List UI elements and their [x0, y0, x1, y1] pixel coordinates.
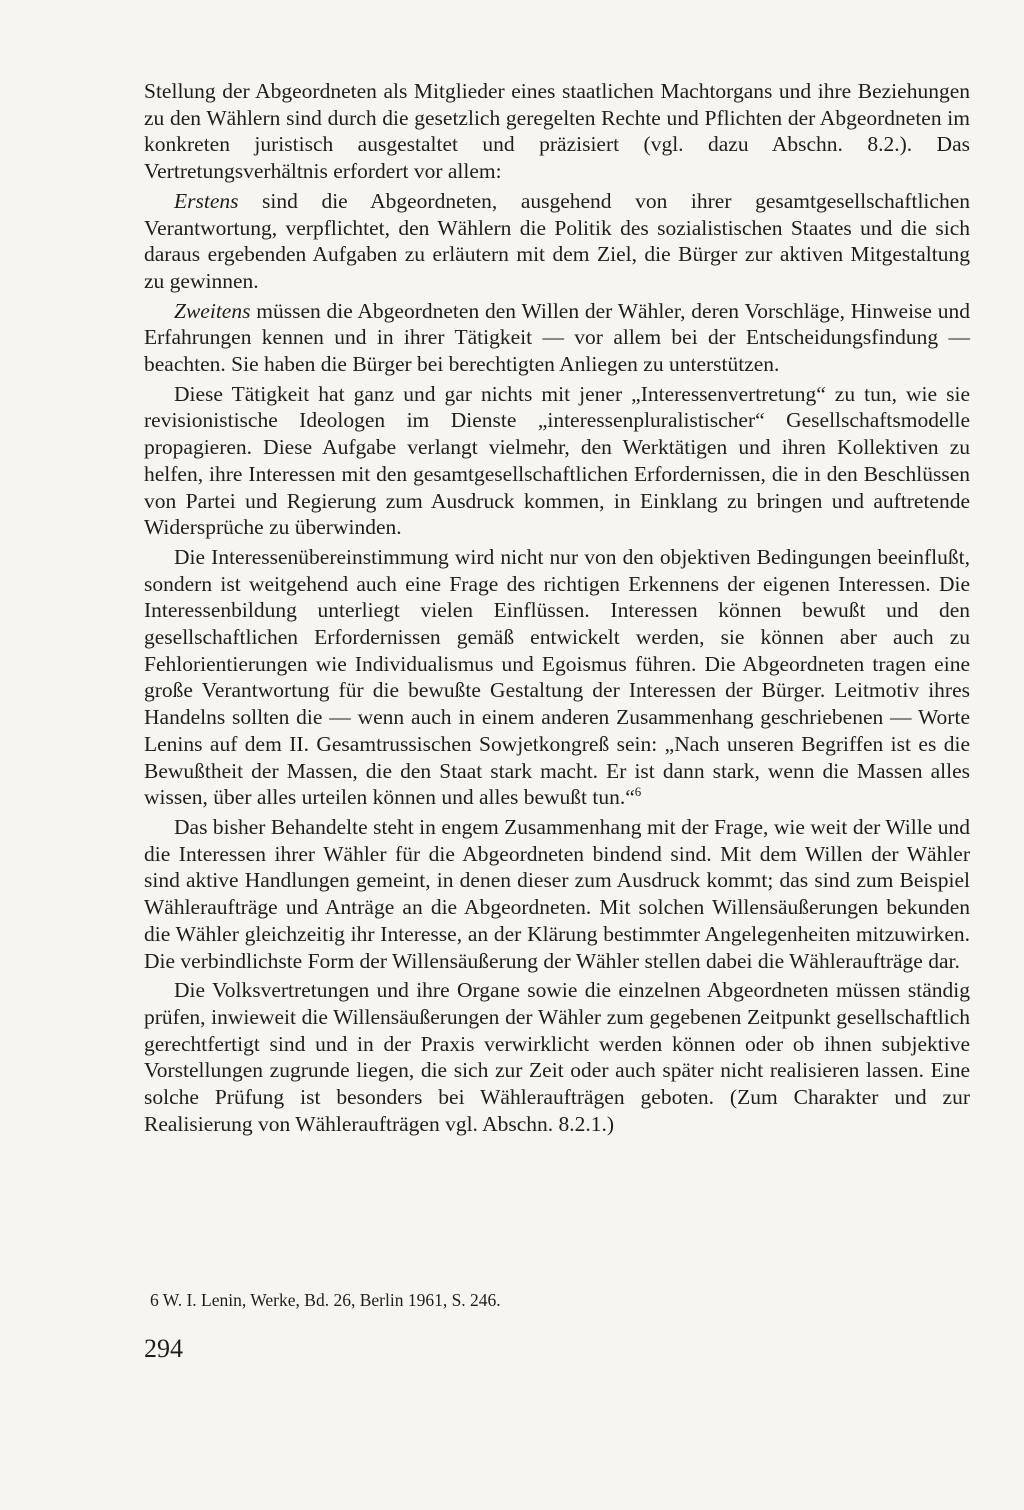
paragraph-3-lead: Zweitens — [174, 298, 251, 323]
footnote-reference[interactable]: 6 — [634, 785, 642, 800]
paragraph-2-lead: Erstens — [174, 188, 239, 213]
paragraph-1 — [144, 78, 970, 185]
paragraph-4-text: Diese Tätigkeit hat ganz und gar nichts mit jener „Interessenvertretung“ zu tun, wie sie revisionistische Ideologen im Dienste „interessenpluralistischer“ Gesellschaftsmodelle propagieren. Diese Aufgabe verlangt vielmehr, den Werktätigen und ihren Kollektiven zu helfen, ihre Interessen mit den gesamtgesellschaftlichen Erfordernissen, die in den Beschlüssen von Partei und Regierung zum Ausdruck kommen, in Einklang zu bringen und auftretende Widersprüche zu überwinden. — [144, 381, 970, 540]
paragraph-2-text: sind die Abgeordneten, ausgehend von ihrer gesamtgesellschaftlichen Verantwortung, verpflichtet, den Wählern die Politik des sozialistischen Staates und die sich daraus ergebenden Aufgaben zu erläutern mit dem Ziel, die Bürger zur aktiven Mitgestaltung zu gewinnen. — [144, 188, 970, 293]
page-number: 294 — [144, 1334, 183, 1363]
page-body — [144, 78, 970, 1140]
paragraph-4 — [144, 381, 970, 541]
paragraph-6 — [144, 814, 970, 974]
paragraph-1-text: Stellung der Abgeordneten als Mitglieder eines staatlichen Machtorgans und ihre Beziehungen zu den Wählern sind durch die gesetzlich geregelten Rechte und Pflichten der Abgeordneten im konkreten juristisch ausgestaltet und präzisiert (vgl. dazu Abschn. 8.2.). Das Vertretungsverhältnis erfordert vor allem: — [144, 79, 970, 184]
paragraph-7 — [144, 977, 970, 1137]
paragraph-7-text: Die Volksvertretungen und ihre Organe sowie die einzelnen Abgeordneten müssen ständig prüfen, inwieweit die Willensäußerungen der Wähler zum gegebenen Zeitpunkt gesellschaftlich gerechtfertigt sind und in der Praxis verwirklicht werden können oder ob ihnen subjektive Vorstellungen zugrunde liegen, die sich zur Zeit oder auch später nicht realisieren lassen. Eine solche Prüfung ist besonders bei Wähleraufträgen geboten. (Zum Charakter und zur Realisierung von Wähleraufträgen vgl. Abschn. 8.2.1.) — [144, 978, 970, 1136]
paragraph-6-text: Das bisher Behandelte steht in engem Zusammenhang mit der Frage, wie weit der Wille und die Interessen ihrer Wähler für die Abgeordneten bindend sind. Mit dem Willen der Wähler sind aktive Handlungen gemeint, in denen dieser zum Ausdruck kommt; das sind zum Beispiel Wähleraufträge und Anträge an die Abgeordneten. Mit solchen Willensäußerungen bekunden die Wähler gleichzeitig ihr Interesse, an der Klärung bestimmter Angelegenheiten mitzuwirken. Die verbindlichste Form der Willensäußerung der Wähler stellen dabei die Wähleraufträge dar. — [144, 814, 970, 973]
paragraph-2 — [144, 188, 970, 295]
paragraph-5-text: Die Interessenübereinstimmung wird nicht nur von den objektiven Bedingungen beeinflußt, sondern ist weitgehend auch eine Frage des richtigen Erkennens der eigenen Interessen. Die Interessenbildung unterliegt vielen Einflüssen. Interessen können bewußt und den gesellschaftlichen Erfordernissen gemäß entwickelt werden, sie können aber auch zu Fehlorientierungen wie Individualismus und Egoismus führen. Die Abgeordneten tragen eine große Verantwortung für die bewußte Gestaltung der Interessen der Bürger. Leitmotiv ihres Handelns sollten die — wenn auch in einem anderen Zusammenhang geschriebenen — Worte Lenins auf dem II. Gesamtrussischen Sowjetkongreß sein: „Nach unseren Begriffen ist es die Bewußtheit der Massen, die den Staat stark macht. Er ist dann stark, wenn die Massen alles wissen, über alles urteilen können und alles bewußt tun.“ — [144, 544, 970, 810]
paragraph-3 — [144, 298, 970, 378]
footnote: 6 W. I. Lenin, Werke, Bd. 26, Berlin 1961, S. 246. — [150, 1290, 501, 1310]
paragraph-5 — [144, 544, 970, 811]
paragraph-3-text: müssen die Abgeordneten den Willen der Wähler, deren Vorschläge, Hinweise und Erfahrungen kennen und in ihrer Tätigkeit — vor allem bei der Entscheidungsfindung — beachten. Sie haben die Bürger bei berechtigten Anliegen zu unterstützen. — [144, 298, 970, 377]
